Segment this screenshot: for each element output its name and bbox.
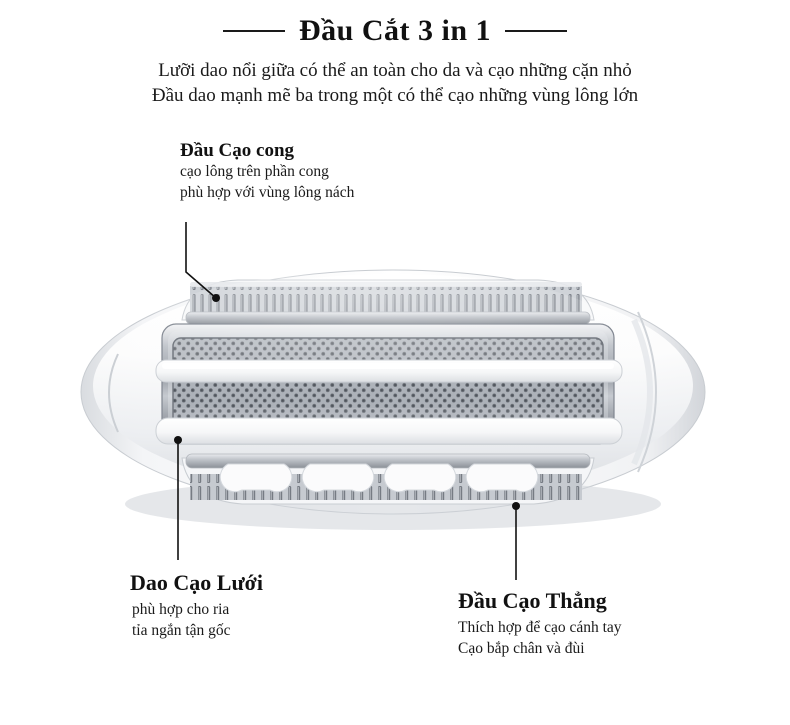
page-title: Đầu Cắt 3 in 1	[298, 14, 492, 47]
subtitle	[0, 58, 790, 108]
callout-straight-line-1: Thích hợp để cạo cánh tay	[458, 619, 622, 636]
callout-foil-body	[130, 600, 263, 642]
callout-curved-line-2: phù hợp với vùng lông nách	[180, 183, 355, 201]
title-rule-right	[505, 30, 567, 32]
straight-trimmer-head	[182, 454, 594, 504]
callout-curved-head	[180, 140, 354, 204]
callout-curved-title: Đầu Cạo cong	[180, 140, 295, 161]
callout-curved-body	[180, 162, 354, 204]
callout-foil-line-1: phù hợp cho ria	[132, 601, 230, 618]
callout-straight-body	[458, 618, 622, 660]
title-row	[0, 14, 790, 48]
callout-straight-line-2: Cạo bắp chân và đùi	[458, 639, 585, 657]
callout-straight-title: Đầu Cạo Thẳng	[458, 588, 607, 613]
shaver-head-illustration	[78, 268, 708, 548]
callout-foil-title: Dao Cạo Lưới	[130, 570, 263, 595]
callout-foil-line-2: tỉa ngắn tận gốc	[132, 621, 231, 639]
callout-curved-line-1: cạo lông trên phần cong	[180, 163, 329, 180]
subtitle-line-1: Lưỡi dao nổi giữa có thể an toàn cho da và cạo những cặn nhỏ	[158, 60, 632, 81]
callout-straight-head	[458, 588, 622, 660]
subtitle-line-2: Đầu dao mạnh mẽ ba trong một có thể cạo những vùng lông lớn	[151, 85, 639, 107]
title-rule-left	[223, 30, 285, 32]
callout-foil-shaver	[130, 570, 263, 642]
header	[0, 14, 790, 108]
